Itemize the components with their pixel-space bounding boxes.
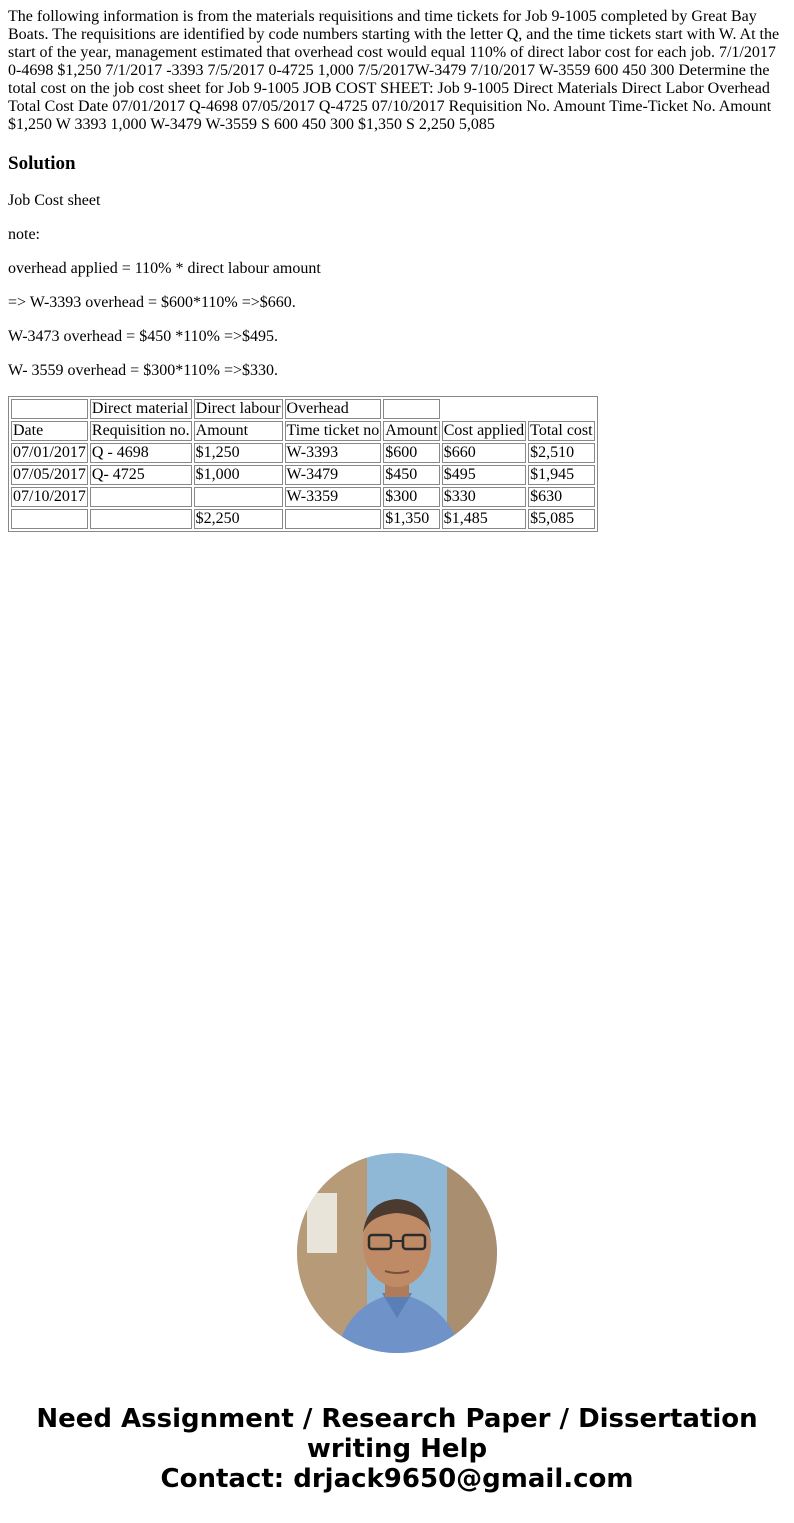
table-cell: $1,250 — [194, 443, 283, 463]
table-cell — [90, 509, 192, 529]
table-header-cell: Requisition no. — [91, 422, 190, 439]
table-header-cell: Amount — [194, 421, 283, 441]
author-avatar — [297, 1153, 497, 1353]
table-cell: W-3359 — [285, 487, 382, 507]
table-cell: $1,350 — [383, 509, 439, 529]
table-header-cell: Date — [11, 421, 88, 441]
table-cell: 07/10/2017 — [13, 488, 86, 505]
promo-contact: Contact: drjack9650@gmail.com — [160, 1464, 634, 1494]
solution-line: W- 3559 overhead = $300*110% =>$330. — [8, 362, 278, 379]
question-text: The following information is from the materials requisitions and time tickets for Job 9-1005 completed by Great Bay Boats. The requisitions are identified by code numbers starting with the letter Q, and the time tickets start with W. At the start of the year, management estimated that overhead cost would equal 110% of direct labor cost for each job. 7/1/2017 0-4698 $1,250 7/1/2017 -3393 7/5/2017 0-4725 1,000 7/5/2017W-3479 7/10/2017 W-3559 600 450 300 Determine the total cost on the job cost sheet for Job 9-1005 JOB COST SHEET: Job 9-1005 Direct Materials Direct Labor Overhead Total Cost Date 07/01/2017 Q-4698 07/05/2017 Q-4725 07/10/2017 Requisition No. Amount Time-Ticket No. Amount $1,250 W 3393 1,000 W-3479 W-3559 S 600 450 300 $1,350 S 2,250 5,085 — [8, 8, 780, 133]
table-cell: $1,000 — [194, 465, 283, 485]
table-cell: Q - 4698 — [90, 443, 192, 463]
table-cell: $1,945 — [528, 465, 594, 485]
table-header-cell: Cost applied — [443, 422, 525, 439]
solution-line: W-3473 overhead = $450 *110% =>$495. — [8, 328, 278, 345]
table-cell — [90, 487, 192, 507]
table-group-header-row — [11, 399, 595, 419]
table-cell: Overhead — [285, 399, 382, 419]
table-cell — [383, 399, 439, 419]
table-cell-blank — [442, 399, 526, 419]
job-cost-table — [8, 396, 598, 532]
table-cell: $2,510 — [528, 443, 594, 463]
table-header-cell: Total cost — [530, 422, 593, 439]
solution-line: Job Cost sheet — [8, 192, 101, 209]
table-cell: $2,250 — [194, 509, 283, 529]
table-cell — [194, 487, 283, 507]
table-cell: $630 — [528, 487, 594, 507]
table-cell: W-3393 — [285, 443, 382, 463]
solution-section — [8, 152, 786, 532]
table-cell — [11, 509, 88, 529]
solution-heading: Solution — [8, 153, 76, 174]
table-cell: Direct labour — [195, 400, 281, 417]
solution-line: overhead applied = 110% * direct labour amount — [8, 260, 321, 277]
table-cell: Direct material — [90, 399, 192, 419]
promo-banner — [0, 1404, 794, 1494]
table-cell: $600 — [383, 443, 439, 463]
solution-line: => W-3393 overhead = $600*110% =>$660. — [8, 294, 296, 311]
table-cell: $300 — [383, 487, 439, 507]
table-header-cell: Time ticket no — [286, 422, 380, 439]
table-cell — [11, 399, 88, 419]
table-header-row — [11, 421, 595, 441]
table-cell-blank — [528, 399, 594, 419]
promo-line: writing Help — [306, 1434, 488, 1464]
table-cell: 07/01/2017 — [13, 444, 86, 461]
table-cell — [285, 509, 382, 529]
table-header-cell: Amount — [385, 422, 438, 439]
table-cell: $330 — [442, 487, 526, 507]
table-row — [11, 487, 595, 507]
author-portrait-icon — [297, 1153, 497, 1353]
table-cell: W-3479 — [285, 465, 382, 485]
table-cell: 07/05/2017 — [13, 466, 86, 483]
promo-line: Need Assignment / Research Paper / Dissertation — [36, 1404, 758, 1434]
table-cell: $495 — [442, 465, 526, 485]
table-row — [11, 465, 595, 485]
table-row — [11, 443, 595, 463]
table-cell: $1,485 — [442, 509, 526, 529]
table-cell: $5,085 — [528, 509, 594, 529]
table-cell: $660 — [442, 443, 526, 463]
solution-line: note: — [8, 226, 40, 243]
page-content — [0, 0, 794, 532]
table-cell: $450 — [383, 465, 439, 485]
table-total-row — [11, 509, 595, 529]
table-cell: Q- 4725 — [90, 465, 192, 485]
